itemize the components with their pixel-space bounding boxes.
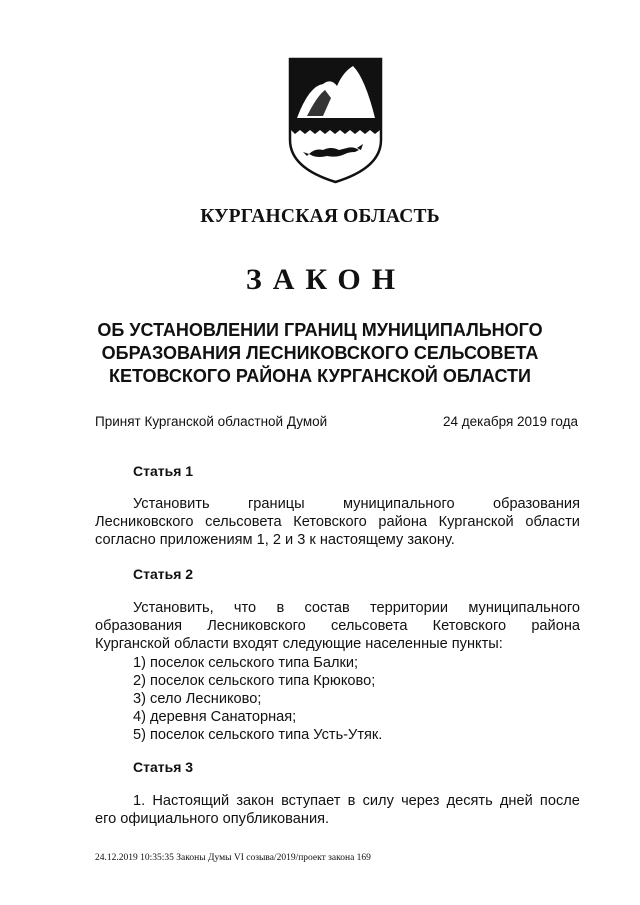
word: в — [347, 793, 356, 809]
word: Лесниковского — [207, 618, 306, 634]
word: после — [539, 793, 580, 809]
word: образования — [492, 496, 580, 512]
list-item: 2) поселок сельского типа Крюково; — [133, 673, 376, 689]
word: Установить, — [133, 600, 214, 616]
word: десять — [446, 793, 493, 809]
list-item: 1) поселок сельского типа Балки; — [133, 655, 359, 671]
word: через — [401, 793, 440, 809]
word: области — [525, 514, 580, 530]
article-3-line-2: его официального опубликования. — [95, 811, 330, 827]
article-1-line-2 — [95, 514, 580, 530]
list-item: 5) поселок сельского типа Усть-Утяк. — [133, 727, 383, 743]
word: района — [531, 618, 580, 634]
word: силу — [362, 793, 394, 809]
article-1-line-1 — [133, 496, 580, 512]
document-type: ЗАКОН — [245, 263, 407, 296]
word: образования — [95, 618, 183, 634]
article-2-line-1 — [133, 600, 580, 616]
article-2-line-2 — [95, 618, 580, 634]
article-3-line-1 — [133, 793, 580, 809]
word: 1. — [133, 793, 146, 809]
word: в — [276, 600, 285, 616]
word: закон — [236, 793, 274, 809]
article-2-line-3: Курганской области входят следующие населенные пункты: — [95, 636, 503, 652]
word: границы — [247, 496, 305, 512]
word: территории — [370, 600, 449, 616]
word: Настоящий — [152, 793, 230, 809]
word: района — [378, 514, 428, 530]
word: вступает — [281, 793, 341, 809]
word: Кетовского — [293, 514, 367, 530]
word: Курганской — [438, 514, 514, 530]
word: Лесниковского — [95, 514, 194, 530]
word: муниципального — [468, 600, 580, 616]
law-title-line: КЕТОВСКОГО РАЙОНА КУРГАНСКОЙ ОБЛАСТИ — [109, 366, 531, 386]
footer-filepath: 24.12.2019 10:35:35 Законы Думы VI созыва/2019/проект закона 169 — [95, 853, 371, 863]
adoption-date: 24 декабря 2019 года — [443, 414, 579, 429]
article-heading: Статья 3 — [133, 759, 194, 775]
article-heading: Статья 1 — [133, 463, 194, 479]
law-title-line: ОБРАЗОВАНИЯ ЛЕСНИКОВСКОГО СЕЛЬСОВЕТА — [101, 343, 539, 363]
list-item: 4) деревня Санаторная; — [133, 709, 297, 725]
word: что — [233, 600, 257, 616]
word: Установить — [133, 496, 210, 512]
article-1-line-3: согласно приложениям 1, 2 и 3 к настоящему закону. — [95, 532, 455, 548]
coat-of-arms-icon — [287, 56, 384, 186]
word: муниципального — [342, 496, 455, 512]
word: состав — [304, 600, 350, 616]
article-heading: Статья 2 — [133, 566, 194, 582]
region-title: КУРГАНСКАЯ ОБЛАСТЬ — [200, 206, 440, 227]
list-item: 3) село Лесниково; — [133, 691, 262, 707]
word: сельсовета — [330, 618, 408, 634]
word: сельсовета — [205, 514, 282, 530]
word: дней — [499, 793, 533, 809]
word: Кетовского — [432, 618, 507, 634]
law-title-line: ОБ УСТАНОВЛЕНИИ ГРАНИЦ МУНИЦИПАЛЬНОГО — [97, 320, 543, 340]
adopted-by: Принят Курганской областной Думой — [95, 414, 328, 429]
